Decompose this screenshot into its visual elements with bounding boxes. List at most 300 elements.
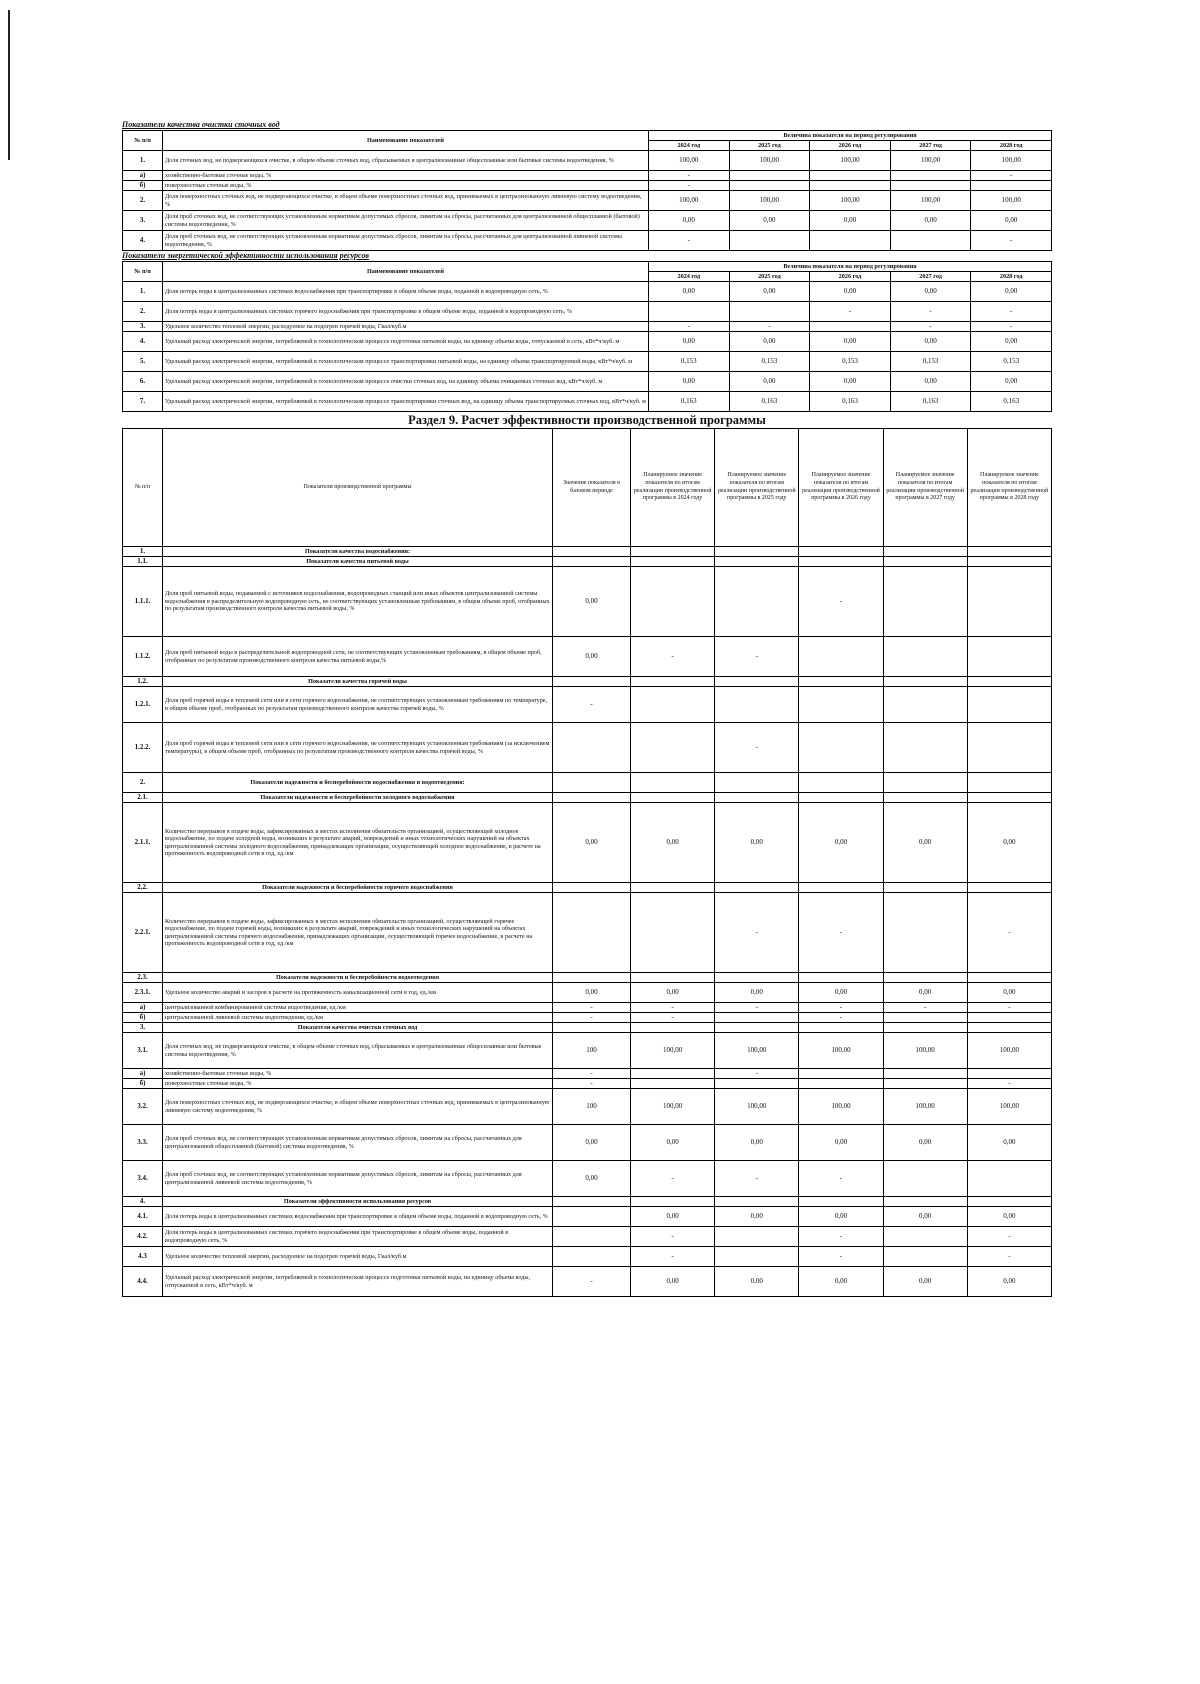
section-heading: Показатели надежности и бесперебойности горячего водоснабжения [163, 883, 553, 893]
section-heading: Показатели надежности и бесперебойности холодного водоснабжения [163, 793, 553, 803]
planned-value: - [631, 637, 715, 677]
table-row [123, 687, 1052, 723]
planned-value: - [799, 1013, 883, 1023]
base-period-value: - [553, 687, 631, 723]
planned-value: 100,00 [715, 1033, 799, 1069]
row-number: 1. [123, 547, 163, 557]
table-row [123, 181, 1052, 191]
col-planned-year-header: Планируемое значение показателя по итогам реализации производственной программы в 2026 году [799, 429, 883, 547]
planned-value: 0,00 [631, 1207, 715, 1227]
planned-value [799, 773, 883, 793]
row-value: 100,00 [729, 151, 810, 171]
planned-value: 0,00 [715, 1125, 799, 1161]
row-value: - [649, 171, 730, 181]
row-number: 3.4. [123, 1161, 163, 1197]
table-row [123, 773, 1052, 793]
wastewater-quality-table [122, 130, 1052, 251]
row-number: 2.3. [123, 973, 163, 983]
base-period-value: - [553, 1069, 631, 1079]
row-value: 0,00 [649, 372, 730, 392]
col-year-header: 2028 год [971, 272, 1052, 282]
planned-value: 0,00 [967, 803, 1051, 883]
row-indicator-name: Удельное количество тепловой энергии, расходуемое на подогрев горячей воды, Гкал/куб.м [163, 322, 649, 332]
energy-efficiency-table [122, 261, 1052, 412]
planned-value [799, 883, 883, 893]
planned-value [883, 547, 967, 557]
row-indicator-name: Доля потерь воды в централизованных системах горячего водоснабжения при транспортировке в общем объеме воды, поданной в водопроводную сеть, % [163, 302, 649, 322]
row-value: 0,00 [649, 282, 730, 302]
planned-value [883, 1069, 967, 1079]
row-indicator-name: Доля поверхностных сточных вод, не подвергающихся очистке, в общем объеме поверхностных сточных вод, принимаемых в централизованную ливневую систему водоотведения, % [163, 1089, 553, 1125]
planned-value: - [799, 1003, 883, 1013]
planned-value: 100,00 [967, 1089, 1051, 1125]
col-num-header: № п/п [123, 429, 163, 547]
planned-value [883, 567, 967, 637]
table-row [123, 793, 1052, 803]
row-value: - [971, 171, 1052, 181]
row-indicator-name: Доля проб сточных вод, не соответствующих установленным нормативам допустимых сбросов, лимитам на сбросы, рассчитанных для централизованной общесплавной (бытовой) системы водоотведения, % [163, 1125, 553, 1161]
row-value [729, 181, 810, 191]
base-period-value: 100 [553, 1089, 631, 1125]
planned-value [967, 1013, 1051, 1023]
row-number: 3. [123, 1023, 163, 1033]
planned-value [715, 883, 799, 893]
planned-value: - [967, 1227, 1051, 1247]
planned-value: - [799, 1247, 883, 1267]
table-row [123, 1267, 1052, 1297]
row-value: 100,00 [729, 191, 810, 211]
row-indicator-name: Доля проб питьевой воды в распределительной водопроводной сети, не соответствующих установленным требованиям, в общем объеме проб, отобранных по результатам производственного контроля качества питьевой воды,% [163, 637, 553, 677]
planned-value [715, 687, 799, 723]
table-row [123, 723, 1052, 773]
planned-value [715, 1013, 799, 1023]
planned-value: 0,00 [799, 983, 883, 1003]
base-period-value [553, 883, 631, 893]
row-indicator-name: Удельный расход электрической энергии, потребляемой в технологическом процессе транспортировки питьевой воды, на единицу объема транспортируемой воды, кВт*ч/куб. м [163, 352, 649, 372]
col-num-header: № п/п [123, 262, 163, 282]
planned-value: 100,00 [883, 1089, 967, 1125]
planned-value [967, 637, 1051, 677]
planned-value [967, 687, 1051, 723]
table-row [123, 1227, 1052, 1247]
planned-value [967, 557, 1051, 567]
planned-value [715, 973, 799, 983]
planned-value [799, 1079, 883, 1089]
table-row [123, 803, 1052, 883]
planned-value [883, 773, 967, 793]
planned-value [967, 567, 1051, 637]
row-indicator-name: Удельное количество аварий и засоров в расчете на протяженность канализационной сети в год, ед./км [163, 983, 553, 1003]
row-number: 6. [123, 372, 163, 392]
row-number: 1. [123, 151, 163, 171]
row-number: б) [123, 1013, 163, 1023]
row-value: 100,00 [971, 191, 1052, 211]
row-number: 1.1.2. [123, 637, 163, 677]
base-period-value: - [553, 1079, 631, 1089]
planned-value [883, 1013, 967, 1023]
planned-value [799, 1023, 883, 1033]
planned-value [967, 723, 1051, 773]
table-row [123, 557, 1052, 567]
row-value: - [890, 322, 971, 332]
col-planned-year-header: Планируемое значение показателя по итогам реализации производственной программы в 2027 году [883, 429, 967, 547]
base-period-value: - [553, 1003, 631, 1013]
base-period-value: - [553, 1267, 631, 1297]
planned-value [967, 1197, 1051, 1207]
row-value: 0,00 [971, 372, 1052, 392]
col-name-header: Наименование показателей [163, 131, 649, 151]
row-indicator-name: Доля поверхностных сточных вод, не подвергающихся очистке, в общем объеме поверхностных сточных вод, принимаемых в централизованную ливневую систему водоотведения, % [163, 191, 649, 211]
section-heading: Показатели надежности и бесперебойности водоснабжения и водоотведения: [163, 773, 553, 793]
col-planned-year-header: Планируемое значение показателя по итогам реализации производственной программы в 2024 году [631, 429, 715, 547]
row-indicator-name: хозяйственно-бытовые сточные воды, % [163, 1069, 553, 1079]
row-value: 0,00 [810, 372, 891, 392]
table-row [123, 1089, 1052, 1125]
planned-value [967, 1023, 1051, 1033]
planned-value [883, 723, 967, 773]
row-value: 0,00 [810, 282, 891, 302]
base-period-value: 100 [553, 1033, 631, 1069]
row-value: 0,00 [649, 211, 730, 231]
planned-value [631, 793, 715, 803]
base-period-value [553, 1207, 631, 1227]
planned-value [715, 1197, 799, 1207]
planned-value [631, 773, 715, 793]
table-row [123, 231, 1052, 251]
planned-value: 0,00 [967, 1267, 1051, 1297]
planned-value [799, 973, 883, 983]
row-number: 4.3 [123, 1247, 163, 1267]
table-row [123, 983, 1052, 1003]
table-row [123, 1003, 1052, 1013]
row-number: 4.4. [123, 1267, 163, 1297]
row-value: - [649, 322, 730, 332]
row-value: 0,00 [890, 211, 971, 231]
planned-value [967, 1069, 1051, 1079]
row-number: 1. [123, 282, 163, 302]
table-row [123, 1197, 1052, 1207]
col-year-header: 2028 год [971, 141, 1052, 151]
planned-value: 0,00 [967, 983, 1051, 1003]
row-number: 7. [123, 392, 163, 412]
row-value [729, 302, 810, 322]
col-num-header: № п/п [123, 131, 163, 151]
row-indicator-name: Доля проб сточных вод, не соответствующих установленным нормативам допустимых сбросов, лимитам на сбросы, рассчитанных для централизованной ливневой системы водоотведения, % [163, 1161, 553, 1197]
planned-value [631, 1197, 715, 1207]
base-period-value: 0,00 [553, 983, 631, 1003]
base-period-value: 0,00 [553, 637, 631, 677]
planned-value [631, 567, 715, 637]
base-period-value: 0,00 [553, 1125, 631, 1161]
col-group-header: Величина показателя на период регулирования [649, 131, 1052, 141]
row-value [810, 322, 891, 332]
row-value: 0,00 [810, 332, 891, 352]
planned-value [799, 687, 883, 723]
planned-value: 100,00 [631, 1089, 715, 1125]
row-value [890, 171, 971, 181]
table-row [123, 1033, 1052, 1069]
row-value: 0,00 [729, 332, 810, 352]
row-value [729, 231, 810, 251]
row-value: 0,163 [649, 392, 730, 412]
planned-value [715, 1227, 799, 1247]
planned-value: - [799, 567, 883, 637]
row-value: 0,00 [729, 282, 810, 302]
row-value: - [890, 302, 971, 322]
row-number: 4. [123, 1197, 163, 1207]
table-row [123, 973, 1052, 983]
section9-title: Раздел 9. Расчет эффективности производственной программы [408, 413, 766, 427]
planned-value [967, 1161, 1051, 1197]
col-year-header: 2025 год [729, 141, 810, 151]
planned-value [883, 1079, 967, 1089]
planned-value: 0,00 [631, 803, 715, 883]
row-number: 3. [123, 322, 163, 332]
row-value [890, 181, 971, 191]
base-period-value [553, 893, 631, 973]
planned-value: 0,00 [967, 1125, 1051, 1161]
planned-value [799, 637, 883, 677]
table-row [123, 151, 1052, 171]
planned-value [883, 793, 967, 803]
table-row [123, 191, 1052, 211]
planned-value: - [967, 1247, 1051, 1267]
row-indicator-name: поверхностные сточные воды, % [163, 181, 649, 191]
table-row [123, 677, 1052, 687]
base-period-value [553, 723, 631, 773]
table-row [123, 567, 1052, 637]
planned-value [883, 1227, 967, 1247]
row-number: а) [123, 171, 163, 181]
base-period-value [553, 1197, 631, 1207]
planned-value [631, 1079, 715, 1089]
planned-value [883, 637, 967, 677]
row-indicator-name: централизованной комбинированной системы водоотведения, ед./км [163, 1003, 553, 1013]
planned-value [631, 883, 715, 893]
row-number: 2.1. [123, 793, 163, 803]
planned-value: - [967, 1003, 1051, 1013]
col-name-header: Наименование показателей [163, 262, 649, 282]
row-indicator-name: Доля проб сточных вод, не соответствующих установленным нормативам допустимых сбросов, лимитам на сбросы, рассчитанных для централизованной общесплавной (бытовой) системы водоотведения, % [163, 211, 649, 231]
table-row [123, 1069, 1052, 1079]
row-value: 0,153 [729, 352, 810, 372]
planned-value: - [631, 1227, 715, 1247]
base-period-value: 0,00 [553, 803, 631, 883]
row-value [971, 181, 1052, 191]
row-value: 0,163 [890, 392, 971, 412]
row-value [810, 231, 891, 251]
planned-value: - [967, 893, 1051, 973]
row-number: 3.3. [123, 1125, 163, 1161]
planned-value [967, 677, 1051, 687]
table-row [123, 392, 1052, 412]
planned-value [631, 557, 715, 567]
planned-value: 0,00 [715, 803, 799, 883]
planned-value: - [715, 1161, 799, 1197]
row-indicator-name: Удельное количество тепловой энергии, расходуемое на подогрев горячей воды, Гкал/куб.м [163, 1247, 553, 1267]
row-indicator-name: Количество перерывов в подаче воды, зафиксированных в местах исполнения обязательств организацией, осуществляющей горячее водоснабжение, по подаче горячей воды, возникших в результате аварий, повреждений и иных технологических нарушений на объектах централизованной системы горячего водоснабжения, принадлежащих организации, осуществляющей горячее водоснабжение, в расчете на протяженность водопроводной сети в год, ед./км [163, 893, 553, 973]
planned-value [967, 547, 1051, 557]
section-heading: Показатели эффективности использования ресурсов [163, 1197, 553, 1207]
planned-value: 0,00 [967, 1207, 1051, 1227]
col-year-header: 2026 год [810, 141, 891, 151]
planned-value: 0,00 [715, 983, 799, 1003]
planned-value [631, 723, 715, 773]
row-value: 0,153 [890, 352, 971, 372]
row-value: 0,00 [971, 282, 1052, 302]
row-number: 2.2.1. [123, 893, 163, 973]
row-value: 100,00 [810, 191, 891, 211]
planned-value: 0,00 [883, 803, 967, 883]
section-heading: Показатели качества питьевой воды [163, 557, 553, 567]
planned-value [715, 557, 799, 567]
document-page [122, 120, 1052, 1297]
col-year-header: 2024 год [649, 141, 730, 151]
row-value: - [649, 181, 730, 191]
base-period-value: - [553, 1013, 631, 1023]
row-number: 4. [123, 231, 163, 251]
row-number: 2.2. [123, 883, 163, 893]
planned-value: - [883, 1003, 967, 1013]
planned-value: 0,00 [715, 1207, 799, 1227]
planned-value [715, 567, 799, 637]
row-value: 0,00 [971, 332, 1052, 352]
planned-value [883, 1023, 967, 1033]
table-row [123, 211, 1052, 231]
row-indicator-name: Доля проб горячей воды в тепловой сети или в сети горячего водоснабжения, не соответствующих установленным требованиям по температуре, в общем объеме проб, отобранных по результатам производственного контроля качества горячей воды, % [163, 687, 553, 723]
base-period-value [553, 793, 631, 803]
table-row [123, 322, 1052, 332]
planned-value [883, 687, 967, 723]
planned-value: - [715, 1069, 799, 1079]
row-number: б) [123, 1079, 163, 1089]
row-number: 3.2. [123, 1089, 163, 1125]
section-heading: Показатели качества горячей воды [163, 677, 553, 687]
row-value: - [810, 302, 891, 322]
table-row [123, 1079, 1052, 1089]
base-period-value [553, 1247, 631, 1267]
row-value: - [649, 231, 730, 251]
row-value: 0,00 [729, 372, 810, 392]
row-value [649, 302, 730, 322]
row-number: 5. [123, 352, 163, 372]
planned-value [799, 793, 883, 803]
row-number: а) [123, 1069, 163, 1079]
planned-value: - [631, 1013, 715, 1023]
row-number: 1.1.1. [123, 567, 163, 637]
col-name-header: Показатели производственной программы [163, 429, 553, 547]
planned-value [631, 893, 715, 973]
table-row [123, 282, 1052, 302]
table-row [123, 893, 1052, 973]
base-period-value [553, 773, 631, 793]
row-value: 0,00 [649, 332, 730, 352]
base-period-value [553, 1227, 631, 1247]
planned-value: 0,00 [883, 1125, 967, 1161]
row-value [729, 171, 810, 181]
table2-caption: Показатели энергетической эффективности использования ресурсов [122, 251, 369, 260]
col-year-header: 2025 год [729, 272, 810, 282]
col-base-header: Значение показателя в базовом периоде [553, 429, 631, 547]
planned-value [883, 677, 967, 687]
row-indicator-name: Доля потерь воды в централизованных системах горячего водоснабжения при транспортировке в общем объеме воды, поданной в водопроводную сеть, % [163, 1227, 553, 1247]
row-indicator-name: Количество перерывов в подаче воды, зафиксированных в местах исполнения обязательств организацией, осуществляющей холодное водоснабжение, по подаче холодной воды, возникших в результате аварий, повреждений и иных технологических нарушений на объектах централизованной системы холодного водоснабжения, принадлежащих организации, осуществляющей холодное водоснабжение, в расчете на протяженность водопроводной сети в год, ед./км [163, 803, 553, 883]
table1-caption: Показатели качества очистки сточных вод [122, 120, 280, 129]
section-heading: Показатели качества водоснабжения: [163, 547, 553, 557]
row-value: 0,163 [971, 392, 1052, 412]
row-number: 1.2. [123, 677, 163, 687]
row-indicator-name: Доля проб горячей воды в тепловой сети или в сети горячего водоснабжения, не соответствующих установленным требованиям (за исключением температуры), в общем объеме проб, отобранных по результатам производственного контроля качества горячей воды, % [163, 723, 553, 773]
planned-value [883, 1197, 967, 1207]
planned-value [883, 1161, 967, 1197]
planned-value: - [715, 637, 799, 677]
planned-value [799, 723, 883, 773]
row-value: 0,00 [890, 372, 971, 392]
col-year-header: 2024 год [649, 272, 730, 282]
planned-value [799, 557, 883, 567]
row-indicator-name: Доля потерь воды в централизованных системах водоснабжения при транспортировке в общем объеме воды, поданной в водопроводную сеть, % [163, 282, 649, 302]
planned-value: - [715, 1003, 799, 1013]
row-value: 0,00 [890, 332, 971, 352]
planned-value: - [967, 1079, 1051, 1089]
row-number: 3.1. [123, 1033, 163, 1069]
row-value: 100,00 [810, 151, 891, 171]
planned-value: 100,00 [715, 1089, 799, 1125]
row-indicator-name: Удельный расход электрической энергии, потребляемой в технологическом процессе транспортировки сточных вод, на единицу объема транспортируемых сточных вод, кВт*ч/куб. м [163, 392, 649, 412]
row-value: - [971, 302, 1052, 322]
row-indicator-name: Доля проб сточных вод, не соответствующих установленным нормативам допустимых сбросов, лимитам на сбросы, рассчитанных для централизованной ливневой системы водоотведения, % [163, 231, 649, 251]
planned-value: - [799, 1227, 883, 1247]
row-value: 100,00 [890, 151, 971, 171]
row-value: 0,153 [971, 352, 1052, 372]
row-indicator-name: Удельный расход электрической энергии, потребляемой в технологическом процессе очистки сточных вод, на единицу объема очищаемых сточных вод, кВт*ч/куб. м [163, 372, 649, 392]
row-indicator-name: Доля сточных вод, не подвергающихся очистке, в общем объеме сточных вод, сбрасываемых в централизованные общесплавные или бытовые системы водоотведения, % [163, 151, 649, 171]
table-row [123, 302, 1052, 322]
row-indicator-name: поверхностные сточные воды, % [163, 1079, 553, 1089]
table-row [123, 1023, 1052, 1033]
row-value: 100,00 [890, 191, 971, 211]
col-group-header: Величина показателя на период регулирования [649, 262, 1052, 272]
row-number: 1.1. [123, 557, 163, 567]
planned-value [715, 1023, 799, 1033]
planned-value [967, 973, 1051, 983]
table-row [123, 1247, 1052, 1267]
table-row [123, 1125, 1052, 1161]
base-period-value [553, 557, 631, 567]
row-number: а) [123, 1003, 163, 1013]
col-year-header: 2026 год [810, 272, 891, 282]
planned-value: 0,00 [715, 1267, 799, 1297]
table-row [123, 1207, 1052, 1227]
row-indicator-name: централизованной ливневой системы водоотведения, ед./км [163, 1013, 553, 1023]
planned-value [967, 883, 1051, 893]
col-year-header: 2027 год [890, 141, 971, 151]
planned-value [967, 773, 1051, 793]
table-row [123, 1161, 1052, 1197]
row-value [890, 231, 971, 251]
planned-value: 0,00 [799, 803, 883, 883]
table-row [123, 372, 1052, 392]
planned-value [967, 793, 1051, 803]
row-value: 100,00 [971, 151, 1052, 171]
table-row [123, 637, 1052, 677]
planned-value: 0,00 [631, 1267, 715, 1297]
planned-value [715, 547, 799, 557]
row-number: 2. [123, 773, 163, 793]
row-number: 2.1.1. [123, 803, 163, 883]
planned-value: 0,00 [883, 983, 967, 1003]
base-period-value [553, 973, 631, 983]
